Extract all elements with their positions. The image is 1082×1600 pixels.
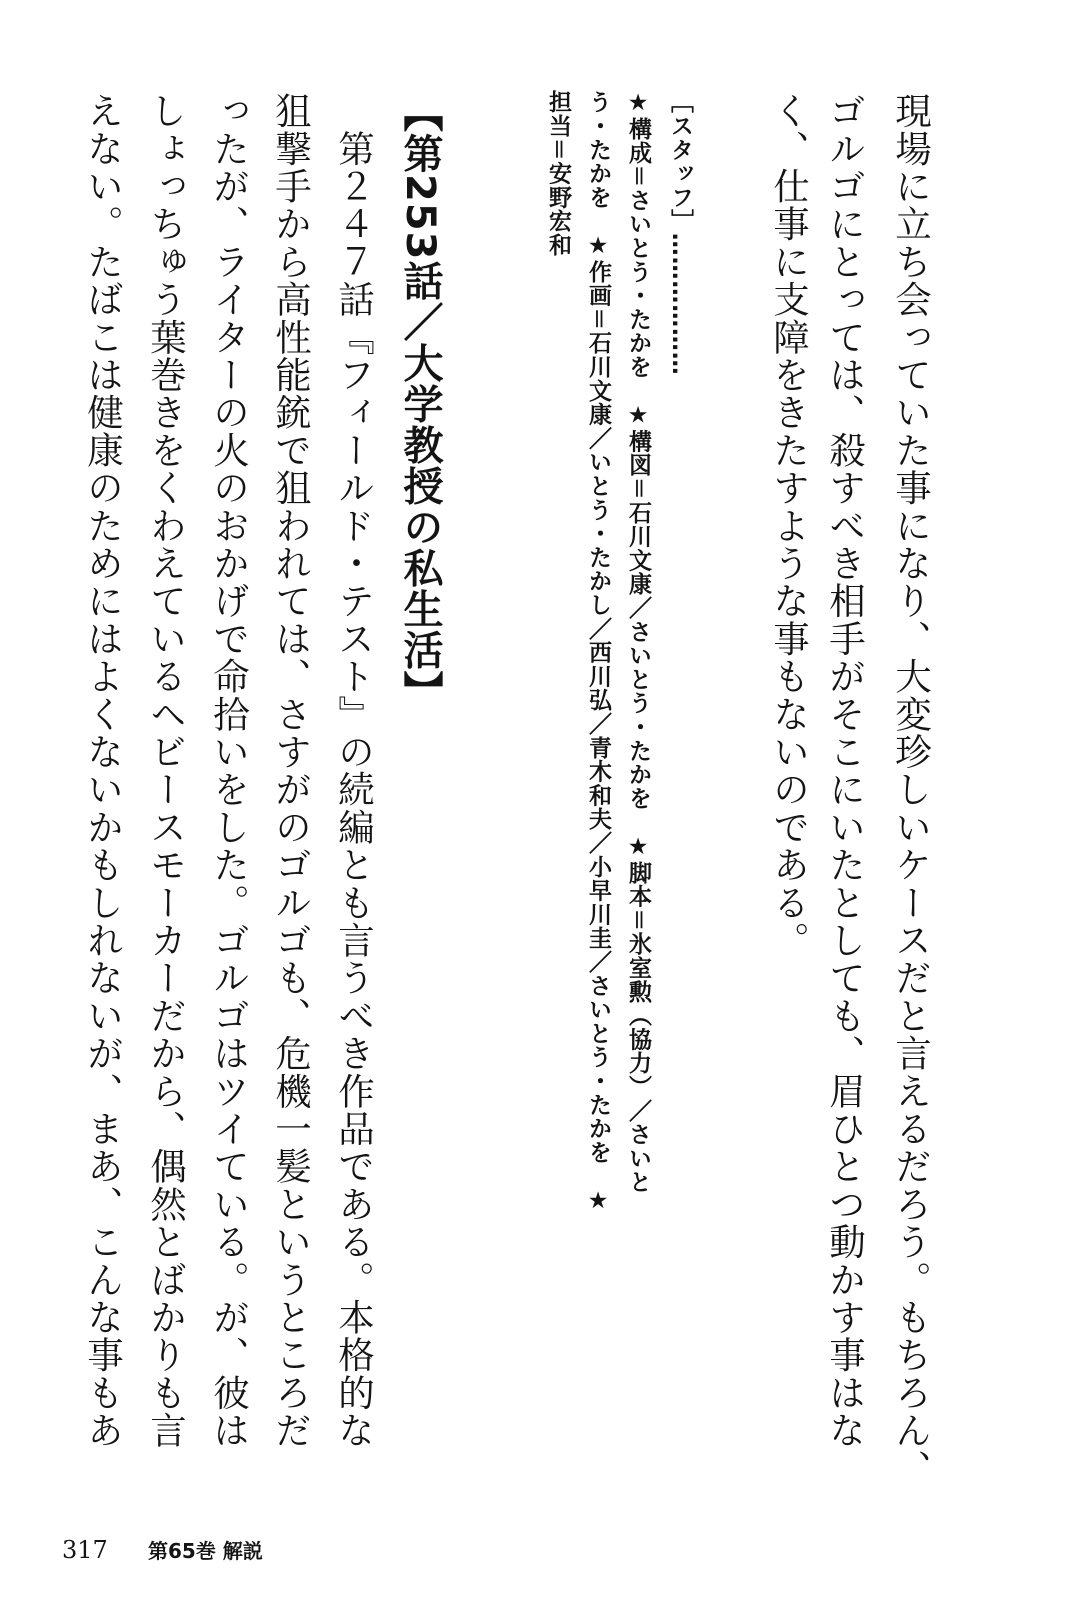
body-text-column: ったが、ライターの火のおかげで命拾いをした。ゴルゴはツイている。が、彼は (207, 92, 251, 1450)
staff-credit-line: 担当＝安野宏和 (545, 90, 571, 257)
body-text-column: えない。たばこは健康のためにはよくないかもしれないが、まあ、こんな事もあ (81, 92, 125, 1450)
page-number: 317 (62, 1536, 108, 1564)
body-text-column: 狙撃手から高性能銃で狙われては、さすがのゴルゴも、危機一髪というところだ (269, 92, 313, 1450)
staff-credit-line: ★構成＝さいとう・たかを ★構図＝石川文康／さいとう・たかを ★脚本＝氷室勲（協力）／さいと (625, 90, 651, 1194)
staff-credit-line: う・たかを ★作画＝石川文康／いとう・たかし／西川弘／青木和夫／小早川圭／さいとう・たかを ★ (585, 90, 611, 1215)
body-text-column: 第２４７話『フィールド・テスト』の続編とも言うべき作品である。本格的な (332, 92, 376, 1450)
body-text-column: く、仕事に支障をきたすような事もないのである。 (767, 92, 811, 960)
body-text-column: 現場に立ち会っていた事になり、大変珍しいケースだと言えるだろう。もちろん、 (889, 92, 933, 1487)
body-text-column: しょっちゅう葉巻きをくわえているヘビースモーカーだから、偶然とばかりも言 (144, 92, 188, 1450)
body-text-column: ゴルゴにとっては、殺すべき相手がそこにいたとしても、眉ひとつ動かす事はな (823, 92, 867, 1450)
staff-heading: ［スタッフ］……………… (667, 90, 693, 376)
running-head: 第65巻 解説 (148, 1539, 263, 1563)
section-heading: 【第253話／大学教授の私生活】 (397, 92, 443, 712)
